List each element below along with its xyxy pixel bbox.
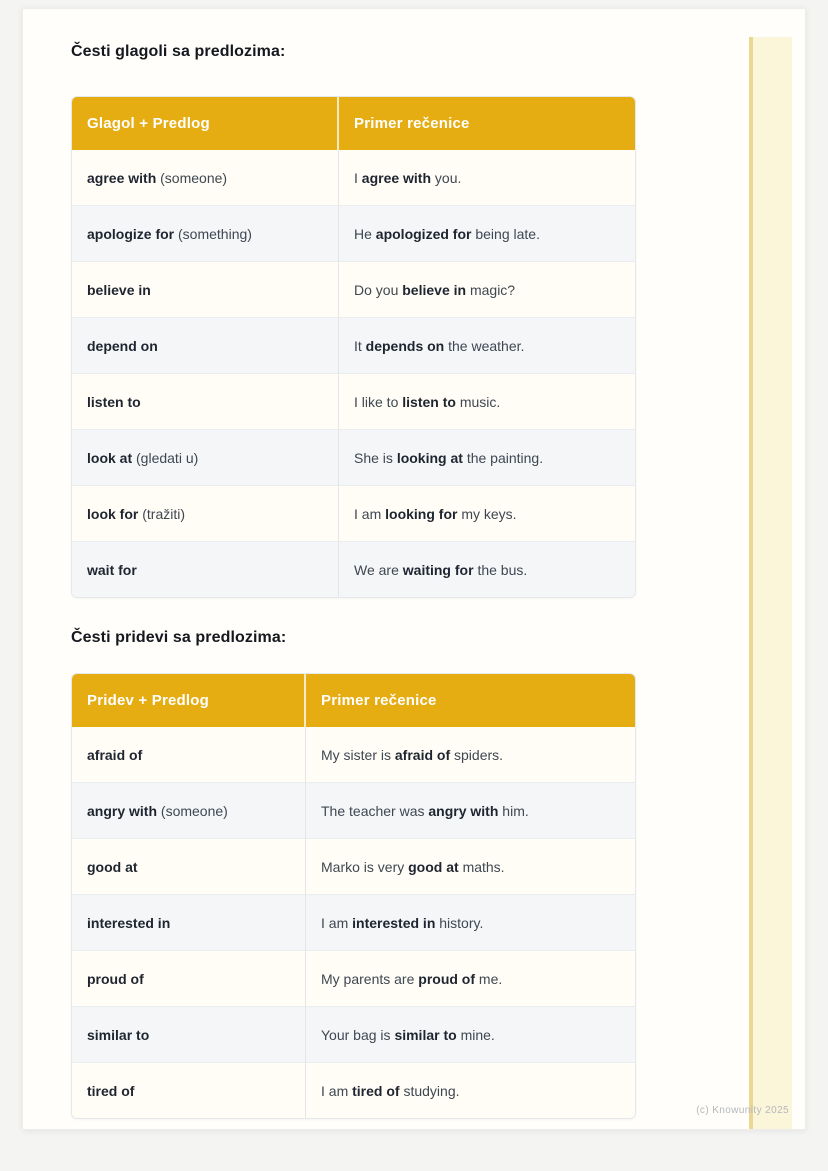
highlight-strip-band	[753, 37, 792, 1129]
term-cell	[72, 206, 339, 261]
example-cell	[306, 951, 635, 1006]
table-row	[72, 1006, 635, 1062]
plain-text: Do you	[354, 281, 403, 298]
example-cell	[306, 1007, 635, 1062]
table-row	[72, 782, 635, 838]
example-cell	[339, 150, 635, 205]
plain-text: history.	[435, 914, 484, 931]
bold-text: tired of	[87, 1082, 135, 1099]
plain-text: I am	[321, 1082, 353, 1099]
bold-text: apologize for	[87, 225, 175, 242]
bold-text: angry with	[428, 802, 499, 819]
plain-text: I am	[354, 505, 386, 522]
example-cell	[306, 1063, 635, 1118]
verbs-section-heading: Česti glagoli sa predlozima:	[71, 43, 286, 60]
plain-text: Marko is very	[321, 858, 409, 875]
term-cell	[72, 430, 339, 485]
term-cell	[72, 895, 306, 950]
adjectives-table	[71, 673, 636, 1119]
term-cell	[72, 727, 306, 782]
plain-text: (gledati u)	[132, 449, 199, 466]
plain-text: you.	[431, 169, 462, 186]
example-cell	[306, 839, 635, 894]
table-body	[72, 150, 635, 597]
table-row	[72, 950, 635, 1006]
table-row	[72, 894, 635, 950]
bold-text: similar to	[394, 1026, 457, 1043]
bold-text: looking at	[396, 449, 463, 466]
term-cell	[72, 150, 339, 205]
plain-text: (something)	[174, 225, 252, 242]
bold-text: believe in	[87, 281, 151, 298]
plain-text: being late.	[471, 225, 540, 242]
term-cell	[72, 374, 339, 429]
plain-text: studying.	[399, 1082, 460, 1099]
bold-text: wait for	[87, 561, 137, 578]
plain-text: (someone)	[156, 169, 228, 186]
bold-text: interested in	[352, 914, 436, 931]
table-row	[72, 261, 635, 317]
bold-text: depends on	[365, 337, 445, 354]
column-header-example: Primer rečenice	[321, 692, 437, 709]
bold-text: angry with	[87, 802, 158, 819]
bold-text: listen to	[87, 393, 141, 410]
table-row	[72, 1062, 635, 1118]
table-row	[72, 429, 635, 485]
column-header-verb-predlog: Glagol + Predlog	[72, 97, 339, 150]
term-cell	[72, 486, 339, 541]
column-header-adjective-predlog: Pridev + Predlog	[72, 674, 306, 727]
bold-text: agree with	[361, 169, 432, 186]
plain-text: He	[354, 225, 376, 242]
plain-text: the painting.	[462, 449, 544, 466]
term-cell	[72, 1063, 306, 1118]
verbs-table	[71, 96, 636, 598]
plain-text: the weather.	[444, 337, 525, 354]
table-row	[72, 150, 635, 205]
table-header-row	[72, 97, 635, 150]
bold-text: interested in	[87, 914, 171, 931]
plain-text: I like to	[354, 393, 403, 410]
plain-text: my keys.	[457, 505, 517, 522]
example-cell	[339, 262, 635, 317]
bold-text: waiting for	[402, 561, 474, 578]
document-page	[22, 8, 806, 1130]
bold-text: afraid of	[87, 746, 143, 763]
table-row	[72, 317, 635, 373]
plain-text: My parents are	[321, 970, 419, 987]
table-row	[72, 727, 635, 782]
bold-text: looking for	[385, 505, 458, 522]
bold-text: similar to	[87, 1026, 150, 1043]
bold-text: look for	[87, 505, 139, 522]
example-cell	[306, 895, 635, 950]
plain-text: me.	[475, 970, 503, 987]
bold-text: apologized for	[375, 225, 472, 242]
table-row	[72, 485, 635, 541]
column-header-example: Primer rečenice	[354, 115, 470, 132]
bold-text: tired of	[352, 1082, 400, 1099]
table-body	[72, 727, 635, 1118]
term-cell	[72, 1007, 306, 1062]
bold-text: depend on	[87, 337, 158, 354]
plain-text: him.	[498, 802, 529, 819]
plain-text: She is	[354, 449, 397, 466]
table-header-row	[72, 674, 635, 727]
plain-text: (tražiti)	[138, 505, 186, 522]
plain-text: magic?	[466, 281, 516, 298]
bold-text: good at	[408, 858, 459, 875]
example-cell	[339, 206, 635, 261]
plain-text: maths.	[458, 858, 505, 875]
watermark: (c) Knowunity 2025	[696, 1105, 789, 1116]
term-cell	[72, 783, 306, 838]
plain-text: I	[354, 169, 362, 186]
example-cell	[339, 430, 635, 485]
plain-text: I am	[321, 914, 353, 931]
table-row	[72, 205, 635, 261]
plain-text: mine.	[456, 1026, 495, 1043]
plain-text: The teacher was	[321, 802, 429, 819]
term-cell	[72, 951, 306, 1006]
bold-text: good at	[87, 858, 138, 875]
table-row	[72, 541, 635, 597]
bold-text: believe in	[402, 281, 467, 298]
table-row	[72, 838, 635, 894]
term-cell	[72, 542, 339, 597]
example-cell	[306, 783, 635, 838]
bold-text: look at	[87, 449, 133, 466]
plain-text: music.	[455, 393, 501, 410]
plain-text: We are	[354, 561, 403, 578]
plain-text: spiders.	[450, 746, 504, 763]
bold-text: afraid of	[394, 746, 451, 763]
bold-text: listen to	[402, 393, 456, 410]
example-cell	[339, 318, 635, 373]
plain-text: My sister is	[321, 746, 395, 763]
example-cell	[339, 486, 635, 541]
adjectives-section-heading: Česti pridevi sa predlozima:	[71, 629, 287, 646]
term-cell	[72, 839, 306, 894]
example-cell	[306, 727, 635, 782]
plain-text: (someone)	[157, 802, 228, 819]
plain-text: the bus.	[473, 561, 528, 578]
term-cell	[72, 318, 339, 373]
example-cell	[339, 542, 635, 597]
bold-text: proud of	[87, 970, 144, 987]
table-row	[72, 373, 635, 429]
plain-text: It	[354, 337, 366, 354]
term-cell	[72, 262, 339, 317]
plain-text: Your bag is	[321, 1026, 395, 1043]
bold-text: proud of	[418, 970, 476, 987]
bold-text: agree with	[87, 169, 157, 186]
example-cell	[339, 374, 635, 429]
